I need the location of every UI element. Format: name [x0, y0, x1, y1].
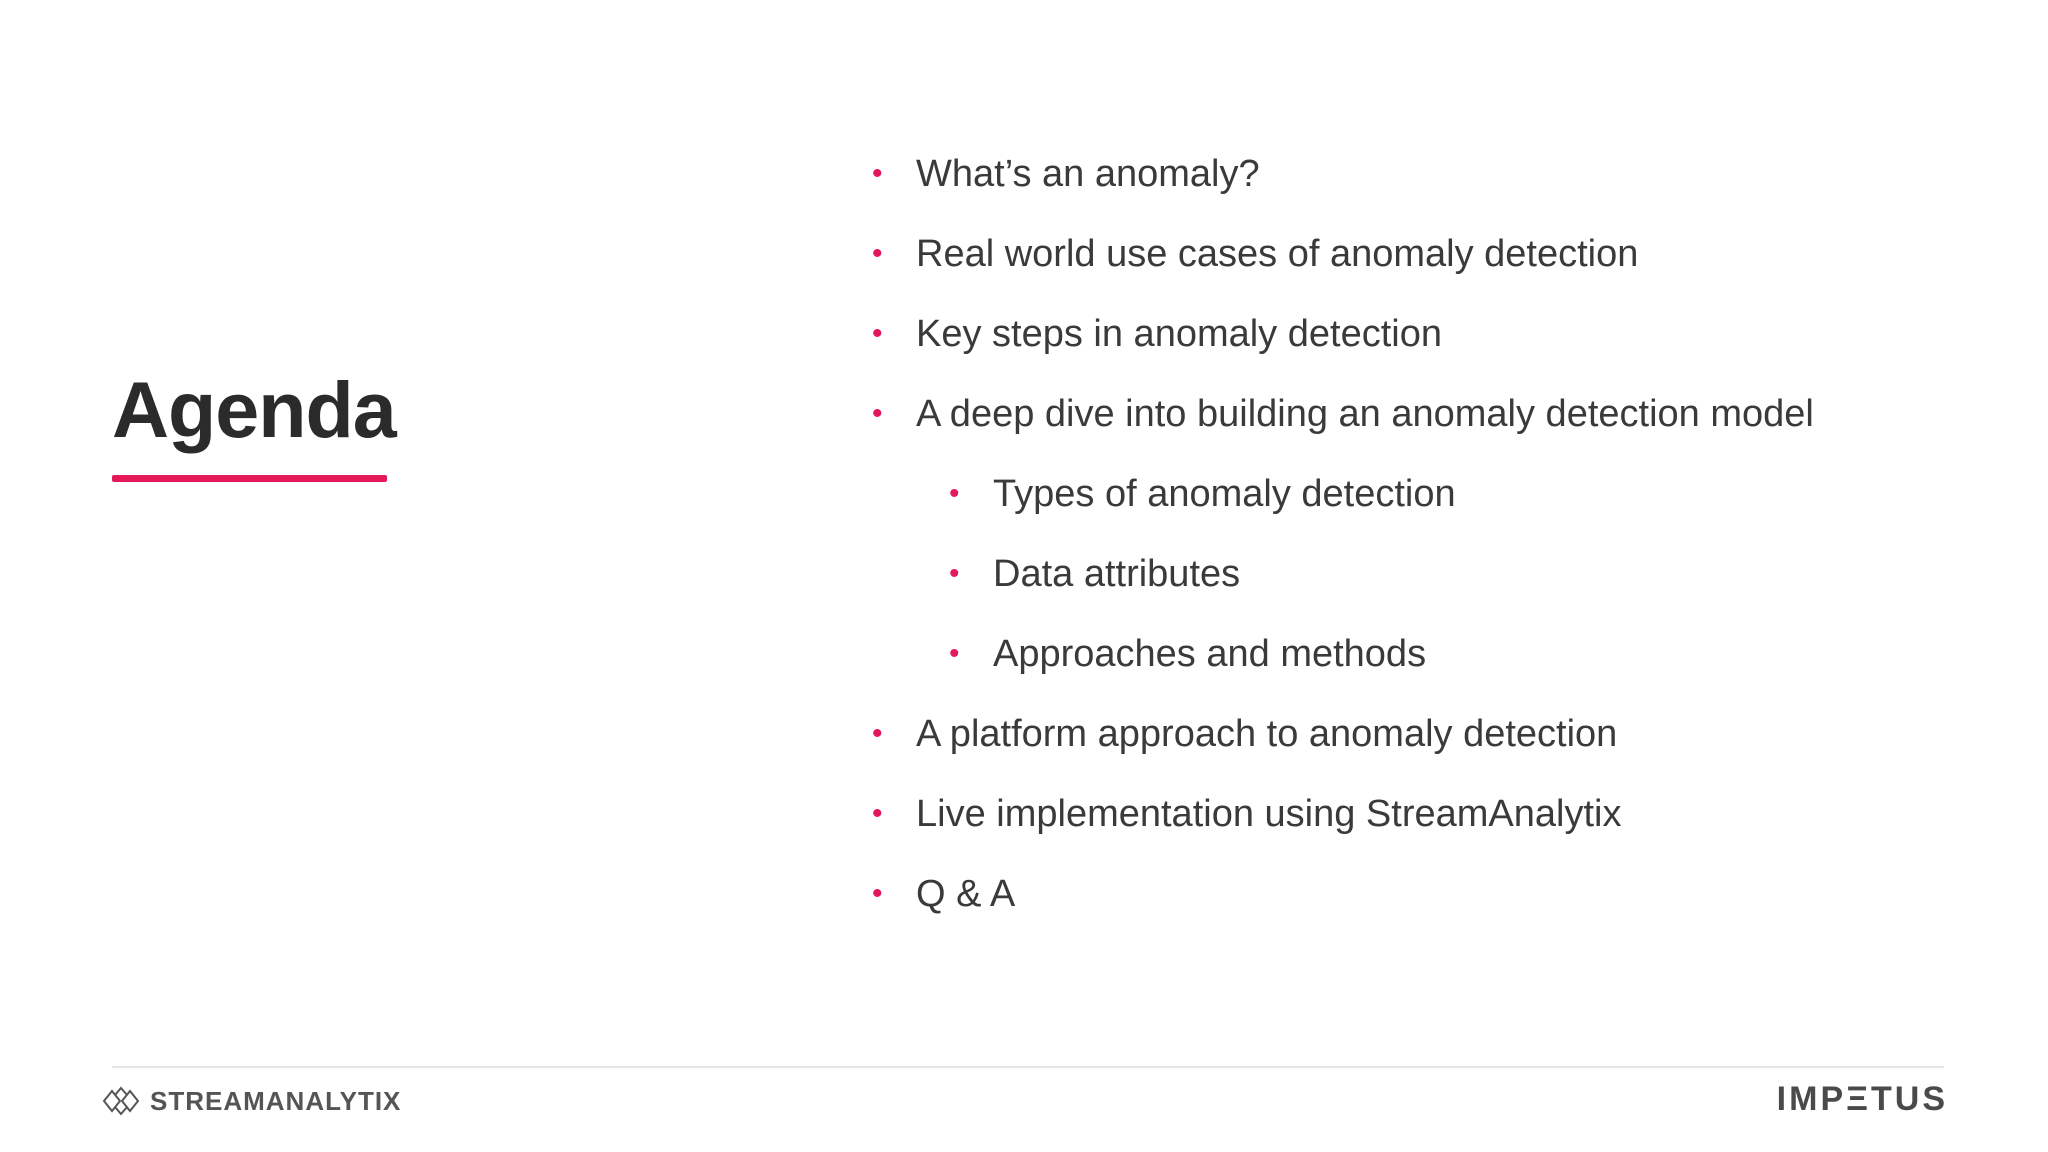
list-item-text: A platform approach to anomaly detection: [916, 713, 1618, 755]
list-item: [872, 153, 1260, 195]
page-title: Agenda: [112, 365, 396, 454]
list-item: [949, 553, 1241, 595]
bullet-icon: •: [872, 237, 883, 270]
list-item: [872, 393, 1814, 435]
list-item-text: Types of anomaly detection: [993, 473, 1456, 515]
list-item-text: Real world use cases of anomaly detection: [916, 233, 1639, 275]
footer-divider: [112, 1066, 1944, 1068]
list-item: [872, 233, 1639, 275]
list-item-text: Q & A: [916, 873, 1016, 915]
list-item-text: Data attributes: [993, 553, 1241, 595]
list-item-text: Key steps in anomaly detection: [916, 313, 1442, 355]
bullet-icon: •: [872, 397, 883, 430]
list-item: [949, 473, 1456, 515]
streamanalytix-brand: [102, 1083, 401, 1119]
bullet-icon: •: [949, 637, 960, 670]
streamanalytix-wordmark: STREAMANALYTIX: [150, 1085, 402, 1116]
bullet-icon: •: [949, 477, 960, 510]
list-item-text: What’s an anomaly?: [916, 153, 1260, 195]
bullet-icon: •: [872, 317, 883, 350]
streamanalytix-logo-icon: [102, 1085, 140, 1117]
list-item: [872, 713, 1618, 755]
list-item-text: Approaches and methods: [993, 633, 1427, 675]
list-item-text: Live implementation using StreamAnalytix: [916, 793, 1622, 835]
bullet-icon: •: [872, 797, 883, 830]
list-item: [872, 873, 1016, 915]
list-item: [872, 793, 1622, 835]
bullet-icon: •: [872, 717, 883, 750]
list-item: [872, 313, 1442, 355]
list-item: [949, 633, 1427, 675]
list-item-text: A deep dive into building an anomaly detection model: [916, 393, 1814, 435]
bullet-icon: •: [872, 877, 883, 910]
bullet-icon: •: [872, 157, 883, 190]
bullet-icon: •: [949, 557, 960, 590]
impetus-logo: IMPΞTUS: [1776, 1080, 1948, 1118]
